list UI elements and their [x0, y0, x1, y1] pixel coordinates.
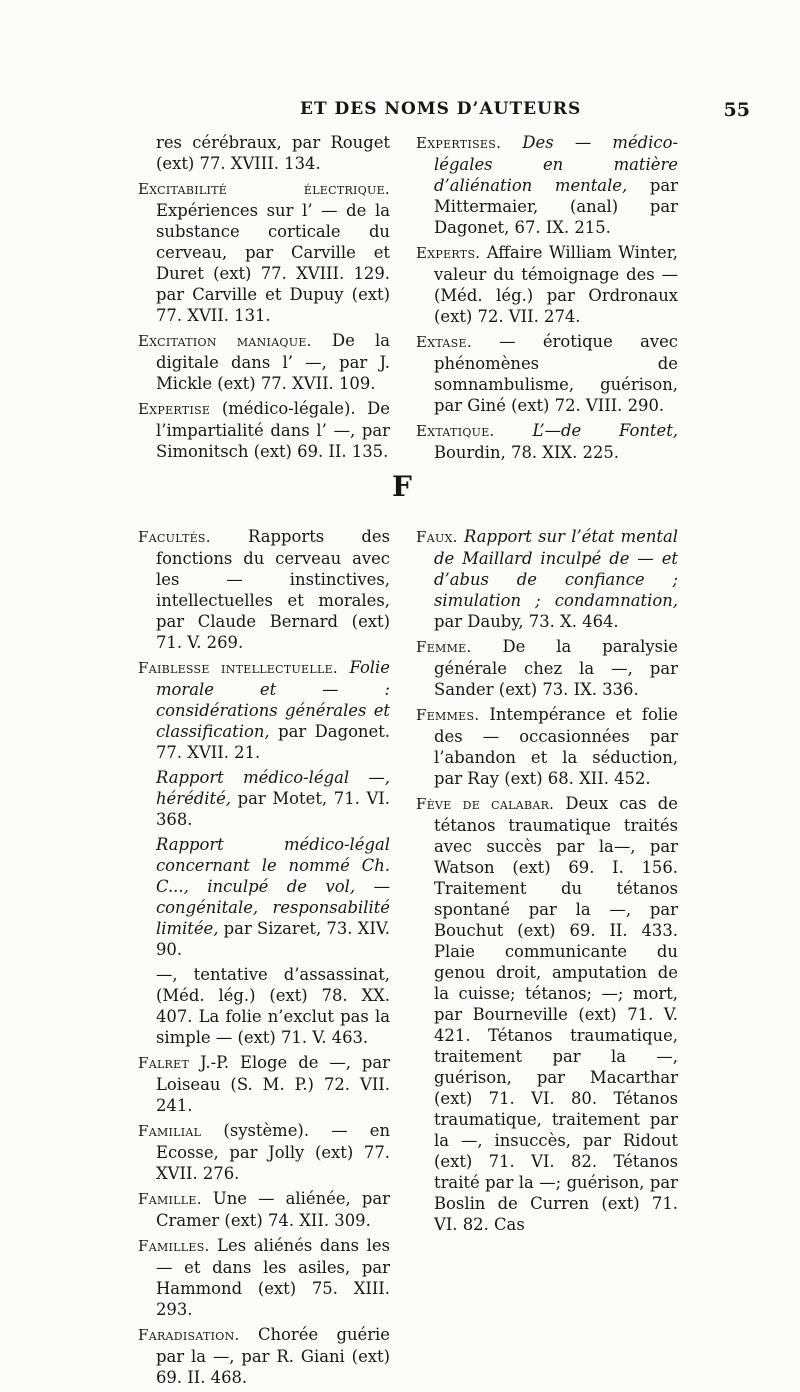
- entry-headword: Expertises.: [416, 134, 502, 152]
- section-letter: F: [392, 470, 412, 503]
- entry-text: res cérébraux, par Rouget (ext) 77. XVIII. 134.: [156, 133, 390, 173]
- entry-text: Bourdin, 78. XIX. 225.: [434, 443, 620, 462]
- page-number: 55: [723, 99, 750, 121]
- entry-headword: Femme.: [416, 638, 472, 656]
- index-entry: [416, 420, 678, 463]
- index-entry: [138, 330, 390, 394]
- entry-italic: Des — médico-légales en matière d’aliénation mentale,: [434, 133, 678, 195]
- entry-text: par Motet, 71. VI. 368.: [156, 789, 390, 829]
- index-entry: [138, 1324, 390, 1388]
- entry-headword: Extase.: [416, 333, 472, 351]
- entry-headword: Facultés.: [138, 528, 211, 546]
- entry-text: par Mittermaier, (anal) par Dagonet, 67. IX. 215.: [434, 176, 679, 237]
- index-entry: [138, 1120, 390, 1184]
- entry-headword: Extatique.: [416, 422, 495, 440]
- entry-text: J.-P. Eloge de —, par Loiseau (S. M. P.) 72. VII. 241.: [156, 1053, 390, 1115]
- index-entry: [416, 331, 678, 416]
- entry-text: par Sizaret, 73. XIV. 90.: [156, 919, 391, 959]
- entry-text: Intempérance et folie des — occasionnées par l’abandon et la séduction, par Ray (ext) 68. XII. 452.: [434, 705, 678, 788]
- entry-headword: Femmes.: [416, 706, 480, 724]
- entry-text: Une — aliénée, par Cramer (ext) 74. XII. 309.: [156, 1189, 390, 1230]
- entry-headword: Familles.: [138, 1237, 210, 1255]
- index-entry: [416, 636, 678, 700]
- index-entry: [416, 793, 678, 1235]
- entry-italic: Folie morale et — : considérations générales et classification,: [156, 658, 390, 741]
- index-entry: [416, 704, 678, 789]
- entry-italic: Rapport médico-légal —, hérédité,: [156, 768, 390, 808]
- header-title: ET DES NOMS D’AUTEURS: [300, 99, 582, 119]
- entry-text: Affaire William Winter, valeur du témoignage des — (Méd. lég.) par Ordronaux (ext) 72. VII. 274.: [434, 243, 678, 326]
- index-entry: [138, 1235, 390, 1320]
- entry-text: Rapports des fonctions du cerveau avec les — instinctives, intellectuelles et morales, par Claude Bernard (ext) 71. V. 269.: [156, 527, 390, 652]
- left-column-top: [138, 132, 390, 466]
- index-entry: [138, 1052, 390, 1116]
- right-column-bottom: [416, 526, 678, 1239]
- entry-headword: Excitation maniaque.: [138, 332, 312, 350]
- entry-text: De la digitale dans l’ —, par J. Mickle (ext) 77. XVII. 109.: [156, 331, 390, 393]
- index-entry: [416, 242, 678, 327]
- entry-headword: Faradisation.: [138, 1326, 240, 1344]
- entry-italic: L’—de Fontet,: [494, 421, 678, 440]
- index-entry: [138, 1188, 390, 1231]
- entry-headword: Experts.: [416, 244, 481, 262]
- index-entry: [138, 526, 390, 653]
- index-continuation: [138, 964, 390, 1048]
- entry-text: Deux cas de tétanos traumatique traités avec succès par la—, par Watson (ext) 69. I. 156. Traitement du tétanos spontané par la —, par Bouchut (ext) 69. II. 433. Plaie communicante du genou droit, amputation de la cuisse; tétanos; —; mort, par Bourneville (ext) 71. V. 421. Tétanos traumatique, traitement par la —, guérison, par Macarthar (ext) 71. VI. 80. Tétanos traumatique, traitement par la —, insuccès, par Ridout (ext) 71. VI. 82. Tétanos traité par la —; guérison, par Boslin de Curren (ext) 71. VI. 82. Cas: [434, 794, 678, 1234]
- entry-headword: Familial: [138, 1122, 202, 1140]
- entry-text: —, tentative d’assassinat, (Méd. lég.) (ext) 78. XX. 407. La folie n’exclut pas la simple — (ext) 71. V. 463.: [156, 965, 390, 1047]
- entry-text: par Dauby, 73. X. 464.: [434, 612, 619, 631]
- index-entry: [416, 132, 678, 238]
- entry-text: (médico-légale). De l’impartialité dans l’ —, par Simonitsch (ext) 69. II. 135.: [156, 399, 390, 461]
- entry-text: Chorée guérie par la —, par R. Giani (ext) 69. II. 468.: [156, 1325, 390, 1387]
- index-continuation: [138, 132, 390, 174]
- index-entry: [138, 657, 390, 763]
- right-column-top: [416, 132, 678, 467]
- entry-headword: Excitabilité électrique.: [138, 180, 390, 198]
- entry-italic: Rapport sur l’état mental de Maillard inculpé de — et d’abus de confiance ; simulation ; condamnation,: [434, 527, 678, 610]
- index-continuation: [138, 834, 390, 960]
- entry-headword: Faiblesse intellectuelle.: [138, 659, 338, 677]
- entry-headword: Expertise: [138, 400, 211, 418]
- entry-headword: Falret: [138, 1054, 190, 1072]
- entry-headword: Faux.: [416, 528, 458, 546]
- running-header: [300, 99, 750, 129]
- entry-text: Expériences sur l’ — de la substance corticale du cerveau, par Carville et Duret (ext) 77. XVIII. 129. par Carville et Dupuy (ext) 77. XVII. 131.: [156, 201, 390, 325]
- entry-headword: Famille.: [138, 1190, 202, 1208]
- entry-headword: Fève de calabar.: [416, 795, 555, 813]
- left-column-bottom: [138, 526, 390, 1392]
- index-entry: [138, 398, 390, 462]
- index-continuation: [138, 767, 390, 830]
- entry-italic: Rapport médico-légal concernant le nommé Ch. C..., inculpé de vol, — congénitale, responsabilité limitée,: [156, 835, 390, 938]
- entry-text: par Dagonet. 77. XVII. 21.: [156, 722, 390, 762]
- index-entry: [416, 526, 678, 632]
- entry-text: De la paralysie générale chez la —, par Sander (ext) 73. IX. 336.: [434, 637, 678, 699]
- entry-text: (système). — en Ecosse, par Jolly (ext) 77. XVII. 276.: [156, 1121, 390, 1183]
- index-entry: [138, 178, 390, 326]
- entry-text: — érotique avec phénomènes de somnambulisme, guérison, par Giné (ext) 72. VIII. 290.: [434, 332, 678, 415]
- entry-text: Les aliénés dans les — et dans les asiles, par Hammond (ext) 75. XIII. 293.: [156, 1236, 390, 1319]
